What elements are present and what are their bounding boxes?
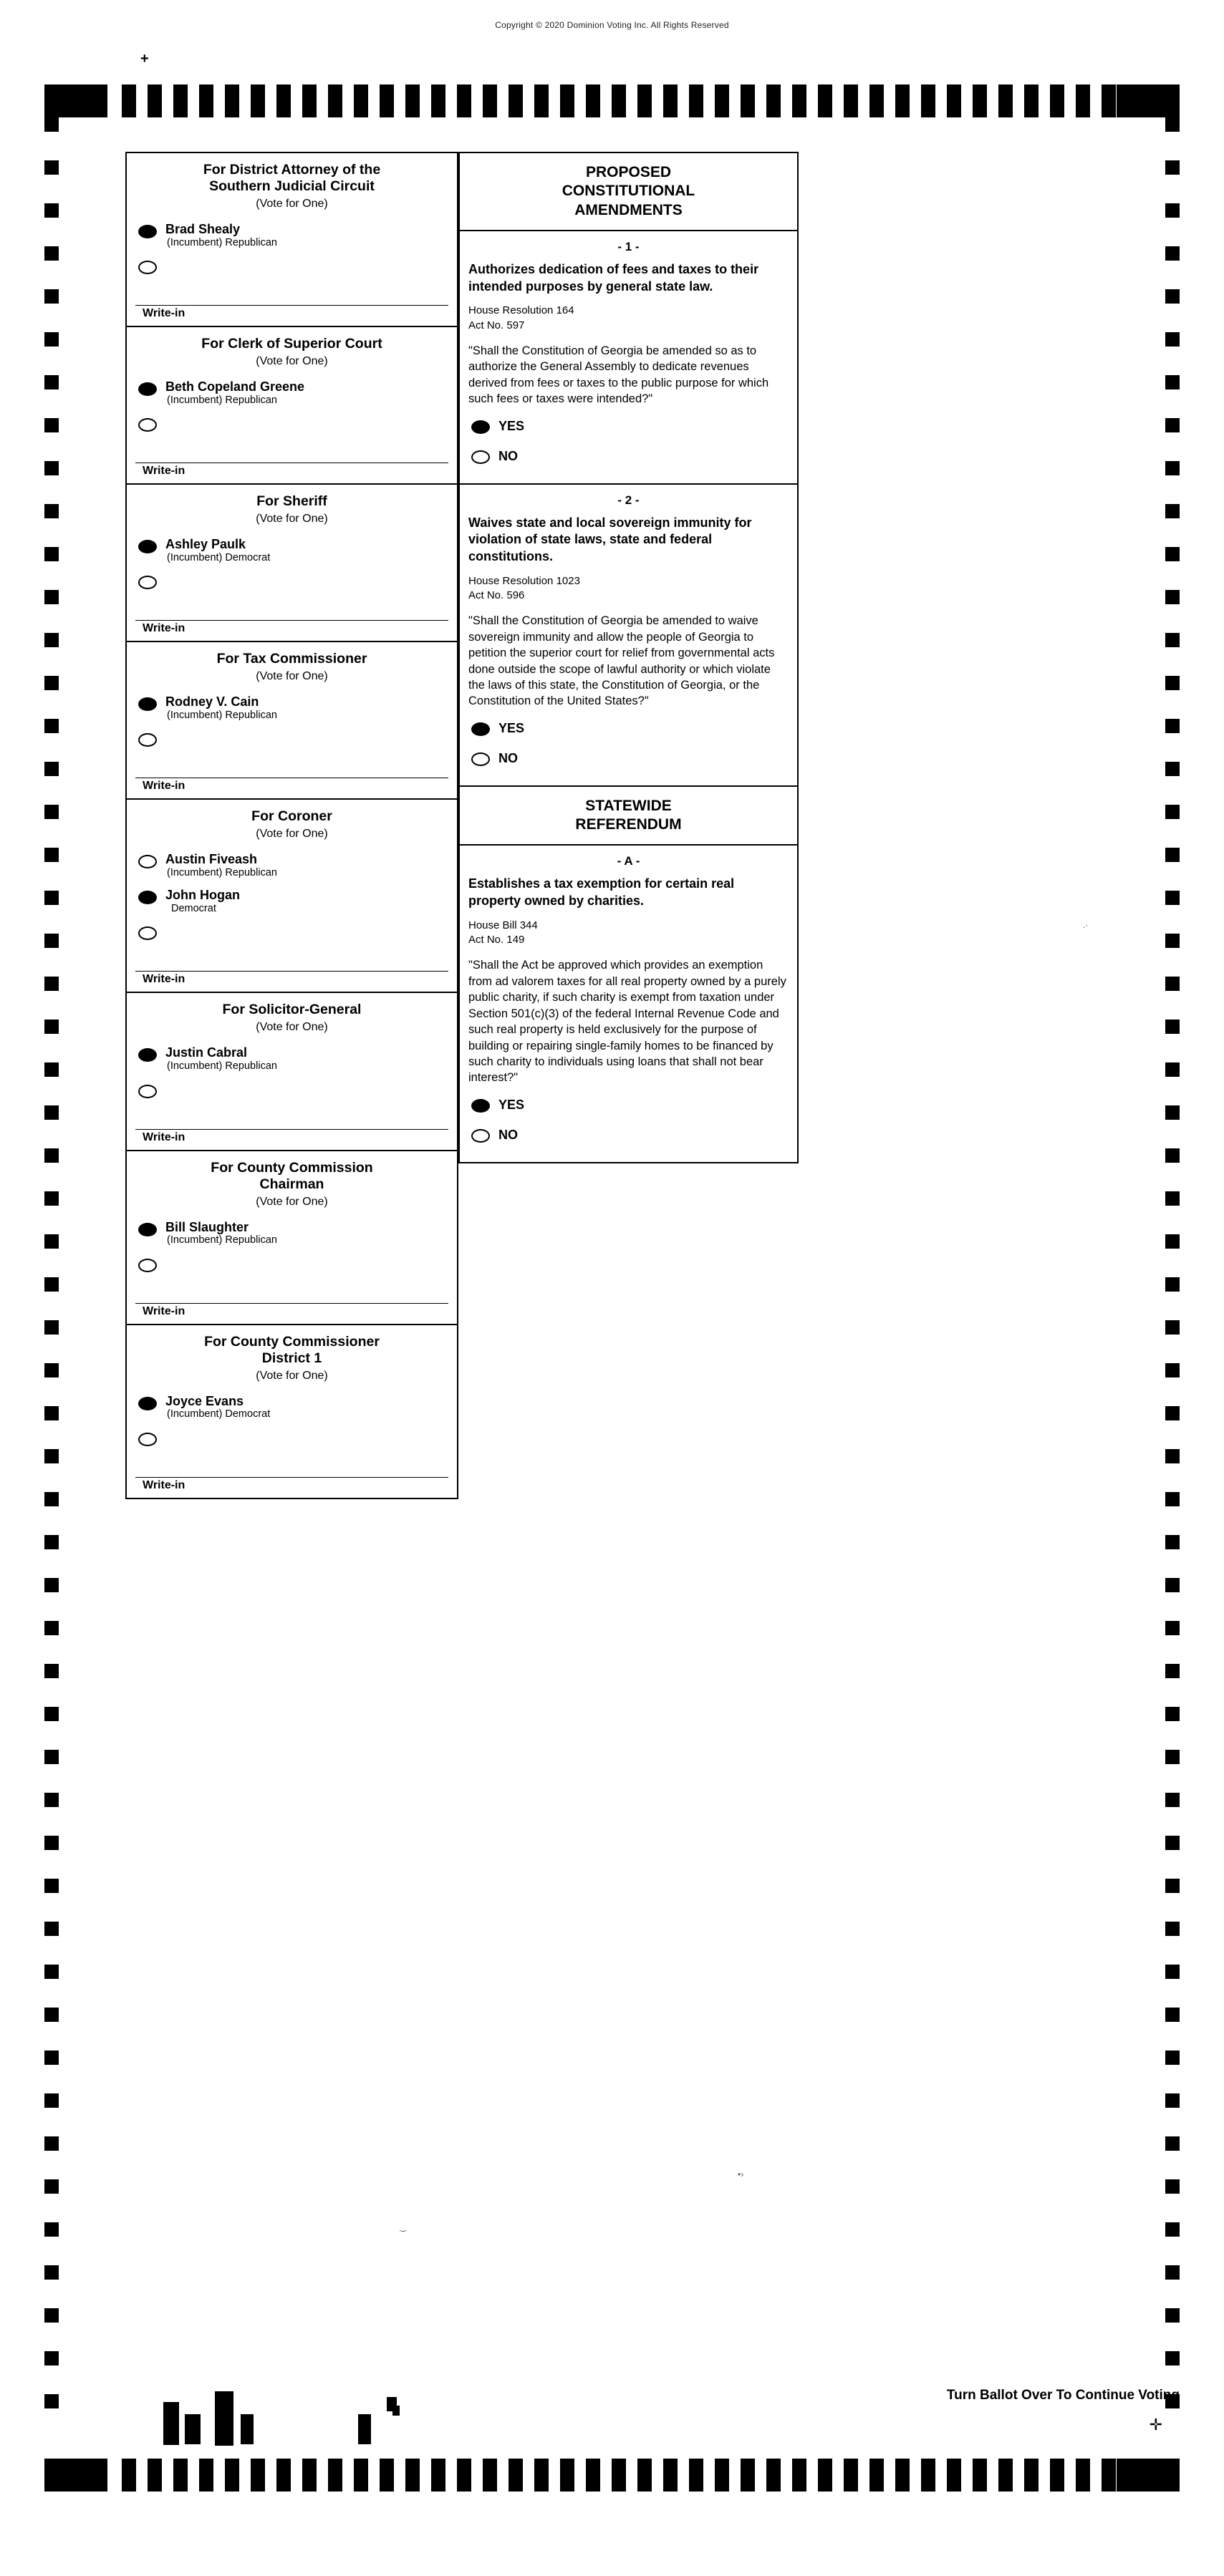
write-in-label: Write-in (143, 465, 185, 478)
vote-oval[interactable] (138, 1433, 157, 1446)
question-summary: Establishes a tax exemption for certain real property owned by charities. (468, 876, 735, 909)
candidate-name: Brad Shealy (165, 222, 241, 236)
candidate-option[interactable] (127, 1041, 457, 1077)
no-option[interactable] (460, 1125, 797, 1162)
contest (127, 800, 457, 993)
yes-option[interactable] (460, 718, 797, 748)
header-line2: REFERENDUM (575, 816, 682, 833)
candidate-name: Bill Slaughter (165, 1219, 249, 1234)
write-in-label: Write-in (143, 1130, 185, 1143)
contest-title (127, 642, 457, 669)
vote-oval[interactable] (471, 450, 490, 464)
candidate-option[interactable] (127, 690, 457, 726)
contest-title-line1: For County Commission (211, 1159, 373, 1176)
contest-title (127, 800, 457, 826)
candidate-option[interactable] (127, 375, 457, 411)
contest-title (127, 327, 457, 354)
candidate-name: John Hogan (165, 888, 240, 903)
vote-for-instruction: (Vote for One) (256, 1021, 328, 1034)
scan-speck: •› (738, 2169, 744, 2179)
header-line1: PROPOSED (585, 164, 672, 180)
contest-title-line1: For Tax Commissioner (216, 651, 367, 667)
candidate-option[interactable] (127, 218, 457, 253)
candidate-party: (Incumbent) Republican (167, 1060, 277, 1072)
contest (127, 1151, 457, 1325)
contest-title-line1: For Sheriff (256, 493, 327, 510)
ballot-question (460, 846, 797, 1162)
vote-oval[interactable] (138, 1397, 157, 1410)
turn-ballot-notice: Turn Ballot Over To Continue Voting (946, 2388, 1180, 2403)
write-in-label: Write-in (143, 973, 185, 986)
vote-oval[interactable] (138, 1085, 157, 1098)
contest-title (127, 1325, 457, 1368)
citation-line1: House Resolution 1023 (468, 574, 580, 587)
contest (127, 993, 457, 1151)
contest-title-line2: Southern Judicial Circuit (209, 178, 375, 194)
candidate-party: (Incumbent) Republican (167, 709, 277, 721)
contest-title-line2: District 1 (261, 1350, 322, 1366)
write-in-label: Write-in (143, 1304, 185, 1317)
question-text: "Shall the Constitution of Georgia be amended so as to authorize the General Assembly to dedicate revenues derived from fees or taxes to the public purpose for which such fees or taxes were intended?" (468, 344, 769, 406)
question-text: "Shall the Constitution of Georgia be amended to waive sovereign immunity and allow the people of Georgia to petition the superior court for relief from governmental acts done outside the scope of lawful authority or which violate the laws of this state, the Constitution of Georgia, or the Constitution of the United States?" (468, 614, 775, 708)
citation-line1: House Bill 344 (468, 919, 538, 931)
no-label: NO (498, 448, 518, 463)
contest-title-line2: Chairman (259, 1176, 324, 1192)
vote-oval[interactable] (138, 261, 157, 274)
contest (127, 327, 457, 485)
write-in-option[interactable] (127, 1078, 457, 1125)
no-label: NO (498, 750, 518, 765)
yes-option[interactable] (460, 416, 797, 446)
candidate-option[interactable] (127, 1216, 457, 1251)
write-in-option[interactable] (127, 919, 457, 967)
vote-for-instruction: (Vote for One) (256, 1195, 328, 1208)
write-in-option[interactable] (127, 411, 457, 458)
contest-title-line1: For Solicitor-General (222, 1002, 362, 1018)
vote-oval[interactable] (138, 1259, 157, 1272)
contest-column-left (125, 152, 458, 1499)
contest (127, 642, 457, 800)
write-in-label: Write-in (143, 780, 185, 793)
candidate-party: Democrat (171, 903, 216, 915)
candidate-party: (Incumbent) Republican (167, 236, 277, 248)
timing-marks-left (44, 117, 59, 2459)
vote-for-instruction: (Vote for One) (256, 355, 328, 368)
contest-title (127, 993, 457, 1020)
header-line1: STATEWIDE (585, 797, 672, 814)
vote-oval[interactable] (471, 420, 490, 434)
yes-label: YES (498, 1097, 525, 1112)
copyright-notice: Copyright © 2020 Dominion Voting Inc. All Rights Reserved (495, 20, 729, 30)
no-label: NO (498, 1127, 518, 1142)
vote-oval[interactable] (138, 697, 157, 711)
ballot-question (460, 231, 797, 483)
candidate-option[interactable] (127, 533, 457, 568)
candidate-party: (Incumbent) Democrat (167, 551, 271, 563)
question-number: - A - (617, 854, 640, 868)
candidate-party: (Incumbent) Republican (167, 867, 277, 878)
timing-marks-top (44, 84, 1180, 117)
alignment-plus-mark: + (140, 51, 149, 67)
no-option[interactable] (460, 446, 797, 483)
contest-title (127, 1151, 457, 1194)
vote-oval[interactable] (471, 1129, 490, 1143)
timing-marks-bottom (44, 2459, 1180, 2492)
write-in-label: Write-in (143, 622, 185, 635)
candidate-party: (Incumbent) Democrat (167, 1408, 271, 1420)
question-column-right (458, 152, 799, 1163)
vote-for-instruction: (Vote for One) (256, 670, 328, 683)
candidate-name: Beth Copeland Greene (165, 379, 305, 394)
scan-speck: .· (1083, 920, 1089, 930)
vote-oval[interactable] (138, 1048, 157, 1062)
citation-line2: Act No. 596 (468, 589, 525, 601)
contest (127, 153, 457, 327)
question-summary: Waives state and local sovereign immunity for violation of state laws, state and federal constitutions. (468, 515, 752, 563)
vote-oval[interactable] (138, 382, 157, 396)
write-in-label: Write-in (143, 307, 185, 320)
write-in-option[interactable] (127, 726, 457, 773)
citation-line1: House Resolution 164 (468, 304, 574, 317)
yes-option[interactable] (460, 1095, 797, 1125)
vote-oval[interactable] (471, 1099, 490, 1113)
contest-title-line1: For County Commissioner (204, 1333, 380, 1350)
candidate-name: Justin Cabral (165, 1045, 248, 1060)
candidate-name: Ashley Paulk (165, 537, 246, 552)
vote-for-instruction: (Vote for One) (256, 1369, 328, 1382)
vote-oval[interactable] (138, 855, 157, 868)
candidate-party: (Incumbent) Republican (167, 394, 277, 406)
question-summary: Authorizes dedication of fees and taxes to their intended purposes by general state law. (468, 261, 759, 294)
vote-oval[interactable] (471, 752, 490, 766)
vote-for-instruction: (Vote for One) (256, 828, 328, 841)
proposed-amendments-header (460, 153, 797, 231)
registration-mark-icon: ✛ (1149, 2416, 1162, 2434)
vote-oval[interactable] (138, 926, 157, 940)
vote-oval[interactable] (471, 722, 490, 736)
vote-oval[interactable] (138, 540, 157, 553)
contest (127, 1325, 457, 1498)
vote-oval[interactable] (138, 225, 157, 238)
yes-label: YES (498, 418, 525, 433)
header-line3: AMENDMENTS (574, 201, 683, 218)
vote-for-instruction: (Vote for One) (256, 198, 328, 210)
candidate-option[interactable] (127, 883, 457, 919)
contest (127, 485, 457, 642)
yes-label: YES (498, 720, 525, 735)
question-number: - 2 - (617, 493, 640, 507)
citation-line2: Act No. 597 (468, 319, 525, 331)
vote-oval[interactable] (138, 891, 157, 904)
contest-title-line1: For Clerk of Superior Court (201, 336, 382, 352)
write-in-option[interactable] (127, 568, 457, 616)
timing-marks-right (1165, 117, 1180, 2459)
vote-oval[interactable] (138, 418, 157, 432)
citation-line2: Act No. 149 (468, 934, 525, 946)
candidate-option[interactable] (127, 1390, 457, 1425)
contest-title (127, 153, 457, 196)
contest-title (127, 485, 457, 511)
vote-oval[interactable] (138, 576, 157, 589)
header-line2: CONSTITUTIONAL (562, 183, 695, 200)
write-in-option[interactable] (127, 1251, 457, 1299)
question-citation (460, 574, 797, 614)
vote-for-instruction: (Vote for One) (256, 513, 328, 526)
question-citation (460, 304, 797, 343)
candidate-name: Joyce Evans (165, 1393, 244, 1408)
candidate-party: (Incumbent) Republican (167, 1234, 277, 1246)
contest-title-line1: For District Attorney of the (203, 162, 381, 178)
vote-oval[interactable] (138, 1223, 157, 1236)
question-text: "Shall the Act be approved which provides an exemption from ad valorem taxes for all real property owned by a purely public charity, if such charity is exempt from taxation under Section 501(c)(3) of the federal Internal Revenue Code and such real property is held exclusively for the purpose of building or repairing single-family homes to be financed by such charity to individuals using loans that shall not bear interest?" (468, 959, 786, 1085)
candidate-name: Austin Fiveash (165, 852, 258, 867)
contest-title-line1: For Coroner (251, 808, 332, 825)
scan-speck: ‿ (400, 2222, 407, 2232)
question-number: - 1 - (617, 239, 640, 253)
candidate-option[interactable] (127, 848, 457, 883)
no-option[interactable] (460, 748, 797, 785)
ballot-question (460, 483, 797, 785)
write-in-label: Write-in (143, 1478, 185, 1491)
write-in-option[interactable] (127, 1425, 457, 1473)
vote-oval[interactable] (138, 733, 157, 747)
write-in-option[interactable] (127, 253, 457, 301)
statewide-referendum-header (460, 785, 797, 846)
candidate-name: Rodney V. Cain (165, 694, 259, 710)
question-citation (460, 919, 797, 958)
